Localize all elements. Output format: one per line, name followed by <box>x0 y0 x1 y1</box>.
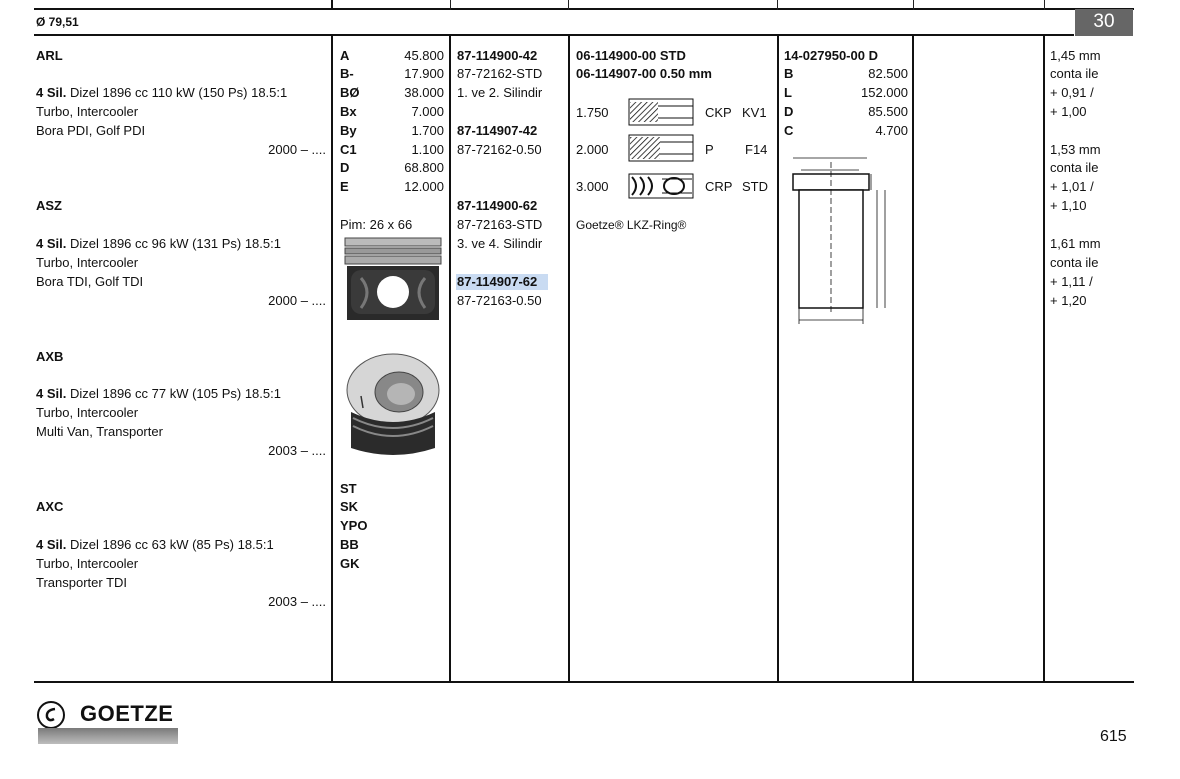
diameter-label: Ø 79,51 <box>36 15 79 29</box>
ring-type: CRP <box>705 179 733 194</box>
dim-key: BØ <box>340 85 360 100</box>
dim-value: 17.900 <box>404 66 444 81</box>
engine-years: 2003 – .... <box>268 443 326 458</box>
code-item: ST <box>340 481 357 496</box>
col-divider-engine <box>331 36 333 682</box>
dim-value: 12.000 <box>404 179 444 194</box>
header-rule <box>34 34 1074 36</box>
col-divider-piston <box>568 36 570 682</box>
engine-line3: Bora TDI, Golf TDI <box>36 274 144 289</box>
brand-name: GOETZE <box>80 701 174 726</box>
col-divider-liner <box>912 36 914 682</box>
ring-code: KV1 <box>742 105 767 120</box>
ring-width: 1.750 <box>576 105 609 120</box>
liner-number: 14-027950-00 D <box>784 48 878 63</box>
bottom-rule <box>34 681 1134 683</box>
col-divider-gasket <box>1043 36 1045 682</box>
ring-width: 2.000 <box>576 142 609 157</box>
engine-cyl: 4 Sil. <box>36 386 67 401</box>
engine-desc: Dizel 1896 cc 96 kW (131 Ps) 18.5:1 <box>66 236 281 251</box>
liner-dim-value: 85.500 <box>868 104 908 119</box>
dim-value: 7.000 <box>411 104 444 119</box>
col-divider-2-top <box>450 0 451 10</box>
engine-code: AXC <box>36 499 64 514</box>
ring-brand: Goetze® LKZ-Ring® <box>576 218 687 232</box>
engine-spec <box>36 84 287 102</box>
code-item: BB <box>340 537 359 552</box>
ring-code: F14 <box>745 142 768 157</box>
engine-spec <box>36 235 281 253</box>
liner-dim-key: C <box>784 123 794 138</box>
ring-profile-icon <box>628 134 694 162</box>
dim-value: 1.100 <box>411 142 444 157</box>
dim-value: 1.700 <box>411 123 444 138</box>
gasket-range: + 0,91 / <box>1050 85 1094 100</box>
ring-set-oversize: 06-114907-00 0.50 mm <box>576 66 712 81</box>
piston-top-image <box>343 352 443 460</box>
liner-dim-value: 152.000 <box>861 85 908 100</box>
engine-spec <box>36 536 274 554</box>
col-divider-5-top <box>913 0 914 10</box>
code-item: GK <box>340 556 360 571</box>
engine-years: 2003 – .... <box>268 594 326 609</box>
piston-number: 87-114900-42 <box>457 48 538 63</box>
engine-code: ARL <box>36 48 63 63</box>
gasket-range: + 1,20 <box>1050 293 1087 308</box>
engine-line3: Multi Van, Transporter <box>36 424 163 439</box>
gasket-range: + 1,01 / <box>1050 179 1094 194</box>
engine-cyl: 4 Sil. <box>36 236 67 251</box>
engine-code: ASZ <box>36 198 62 213</box>
gasket-range: + 1,00 <box>1050 104 1087 119</box>
code-item: YPO <box>340 518 368 533</box>
piston-number: 87-114900-62 <box>457 198 538 213</box>
dim-key: E <box>340 179 349 194</box>
ring-code: STD <box>742 179 768 194</box>
gasket-thickness: 1,53 mm <box>1050 142 1101 157</box>
engine-years: 2000 – .... <box>268 293 326 308</box>
dim-value: 45.800 <box>404 48 444 63</box>
code-item: SK <box>340 499 359 514</box>
liner-dim-key: L <box>784 85 792 100</box>
ring-set-std: 06-114900-00 STD <box>576 48 686 63</box>
col-divider-1 <box>331 0 333 10</box>
col-divider-dims <box>449 36 451 682</box>
gasket-range: + 1,10 <box>1050 198 1087 213</box>
engine-cyl: 4 Sil. <box>36 537 67 552</box>
ring-profile-icon <box>628 98 694 126</box>
dim-key: D <box>340 160 350 175</box>
engine-line2: Turbo, Intercooler <box>36 405 139 420</box>
gasket-desc: conta ile <box>1050 66 1099 81</box>
col-divider-4-top <box>777 0 778 10</box>
page-badge-text: 30 <box>1093 11 1115 32</box>
piston-ref: 87-72163-STD <box>457 217 543 232</box>
engine-desc: Dizel 1896 cc 63 kW (85 Ps) 18.5:1 <box>66 537 274 552</box>
engine-code: AXB <box>36 349 64 364</box>
gasket-desc: conta ile <box>1050 255 1099 270</box>
goetze-logo-icon <box>36 700 66 730</box>
col-divider-3-top <box>568 0 569 10</box>
dim-key: A <box>340 48 350 63</box>
ring-width: 3.000 <box>576 179 609 194</box>
ring-type: P <box>705 142 714 157</box>
piston-number-selected[interactable]: 87-114907-62 <box>457 274 538 289</box>
engine-spec <box>36 385 281 403</box>
piston-ref: 87-72163-0.50 <box>457 293 542 308</box>
gasket-desc: conta ile <box>1050 160 1099 175</box>
engine-line2: Turbo, Intercooler <box>36 255 139 270</box>
dim-value: 38.000 <box>404 85 444 100</box>
gasket-thickness: 1,45 mm <box>1050 48 1101 63</box>
engine-line2: Turbo, Intercooler <box>36 556 139 571</box>
dim-key: B- <box>340 66 354 81</box>
engine-desc: Dizel 1896 cc 77 kW (105 Ps) 18.5:1 <box>66 386 281 401</box>
col-divider-rings <box>777 36 779 682</box>
pin-size: Pim: 26 x 66 <box>340 217 413 232</box>
piston-ref: 87-72162-STD <box>457 66 543 81</box>
liner-dim-key: B <box>784 66 794 81</box>
piston-number: 87-114907-42 <box>457 123 538 138</box>
engine-line3: Bora PDI, Golf PDI <box>36 123 146 138</box>
dim-key: Bx <box>340 104 357 119</box>
dim-value: 68.800 <box>404 160 444 175</box>
gasket-range: + 1,11 / <box>1050 274 1093 289</box>
liner-dim-value: 4.700 <box>875 123 908 138</box>
page-number: 615 <box>1100 728 1127 745</box>
brand-bar <box>38 728 178 744</box>
liner-dim-key: D <box>784 104 794 119</box>
engine-line3: Transporter TDI <box>36 575 128 590</box>
dim-key: C1 <box>340 142 357 157</box>
oil-ring-profile-icon <box>628 173 694 199</box>
liner-diagram <box>787 152 893 328</box>
engine-cyl: 4 Sil. <box>36 85 67 100</box>
col-divider-6-top <box>1044 0 1045 10</box>
piston-side-image <box>343 236 443 324</box>
dim-key: By <box>340 123 357 138</box>
engine-years: 2000 – .... <box>268 142 326 157</box>
ring-type: CKP <box>705 105 732 120</box>
engine-desc: Dizel 1896 cc 110 kW (150 Ps) 18.5:1 <box>66 85 288 100</box>
piston-ref: 87-72162-0.50 <box>457 142 542 157</box>
gasket-thickness: 1,61 mm <box>1050 236 1101 251</box>
top-rule <box>34 8 1134 10</box>
liner-dim-value: 82.500 <box>868 66 908 81</box>
piston-note: 1. ve 2. Silindir <box>457 85 543 100</box>
engine-line2: Turbo, Intercooler <box>36 104 139 119</box>
piston-note: 3. ve 4. Silindir <box>457 236 543 251</box>
